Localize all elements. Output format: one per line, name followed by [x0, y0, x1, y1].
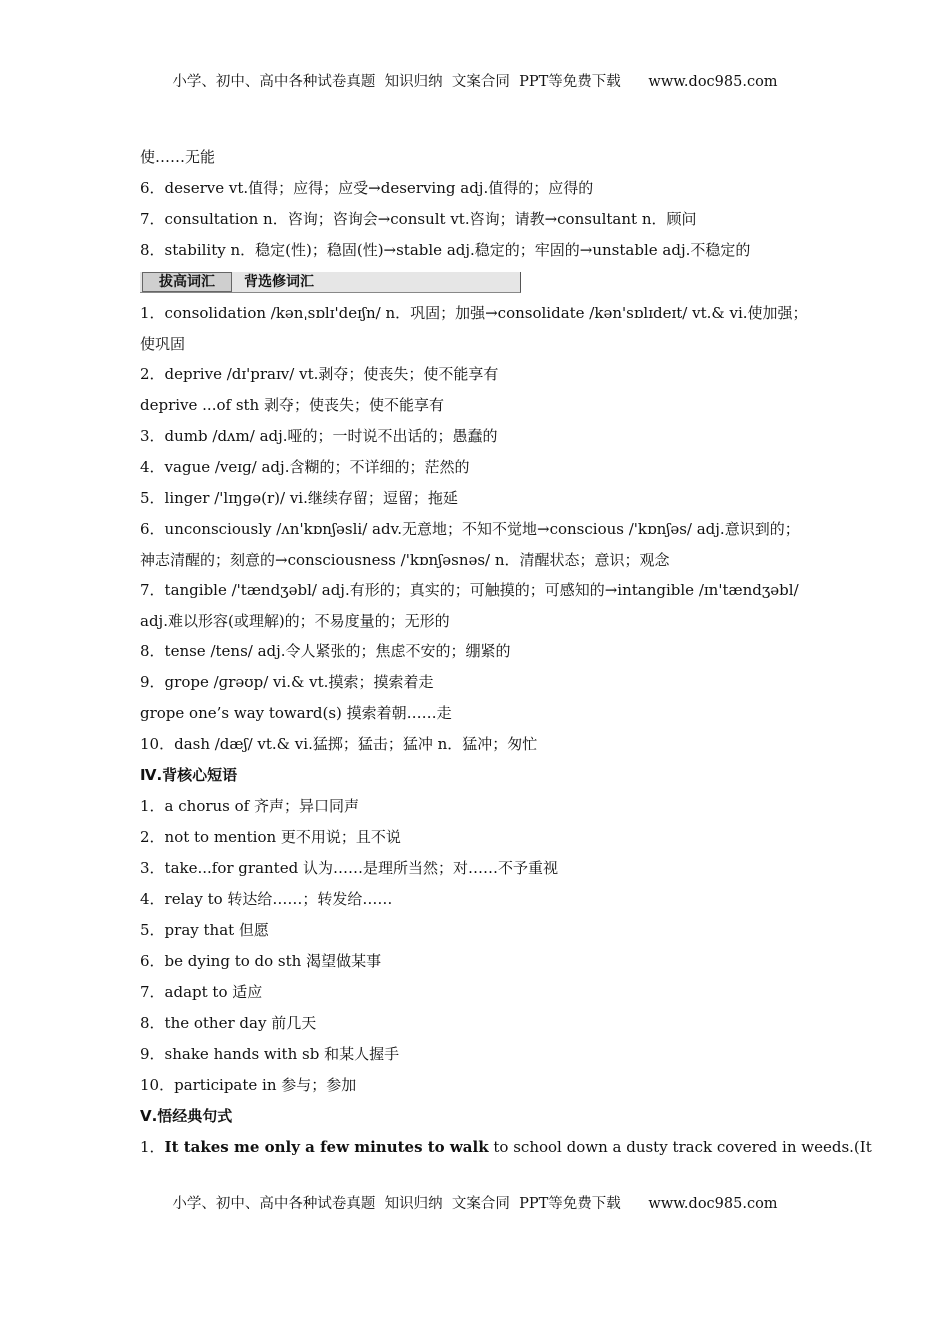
vocab-item: deprive ...of sth 剥夺；使丧失；使不能享有 [140, 396, 444, 414]
vocab-line: 使……无能 [140, 148, 216, 166]
advanced-vocab-subtitle: 背选修词汇 [244, 274, 314, 290]
basic-vocab-tail [140, 142, 812, 266]
phrase-item: 6．be dying to do sth 渴望做某事 [140, 952, 382, 970]
phrase-item: 3．take...for granted 认为……是理所当然；对……不予重视 [140, 859, 558, 877]
phrase-item: 8．the other day 前几天 [140, 1014, 317, 1032]
advanced-vocab-section-bar [140, 272, 521, 293]
phrase-list [140, 791, 812, 1101]
vocab-item: 9．grope /ɡrəʊp/ vi.& vt.摸索；摸索着走 [140, 673, 434, 691]
advanced-vocab-tag: 拔高词汇 [142, 272, 232, 292]
vocab-item: 2．deprive /dɪ'praɪv/ vt.剥夺；使丧失；使不能享有 [140, 365, 499, 383]
vocab-item: 4．vague /veɪɡ/ adj.含糊的；不详细的；茫然的 [140, 458, 470, 476]
section-title-phrases: Ⅳ.背核心短语 [140, 766, 238, 784]
vocab-item: grope one’s way toward(s) 摸索着朝……走 [140, 704, 452, 722]
phrase-item: 1．a chorus of 齐声；异口同声 [140, 797, 359, 815]
vocab-item: 5．linger /'lɪŋɡə(r)/ vi.继续存留；逗留；拖延 [140, 489, 458, 507]
advanced-vocab-list [140, 298, 812, 760]
sentence-rest: to school down a dusty track covered in weeds.(It [488, 1138, 872, 1156]
phrase-item: 10．participate in 参与；参加 [140, 1076, 357, 1094]
section-title-sentences: Ⅴ.悟经典句式 [140, 1107, 233, 1125]
page-header: 小学、初中、高中各种试卷真题 知识归纳 文案合同 PPT等免费下载 www.doc985.com [172, 74, 778, 90]
vocab-line: 8．stability n．稳定(性)；稳固(性)→stable adj.稳定的；牢固的→unstable adj.不稳定的 [140, 241, 751, 259]
vocab-item: 7．tangible /'tændʒəbl/ adj.有形的；真实的；可触摸的；可感知的→intangible /ɪn'tændʒəbl/ adj.难以形容(或理解)的；不易度量的；无形的 [140, 581, 799, 630]
vocab-line: 6．deserve vt.值得；应得；应受→deserving adj.值得的；应得的 [140, 179, 594, 197]
phrase-item: 9．shake hands with sb 和某人握手 [140, 1045, 400, 1063]
phrase-item: 4．relay to 转达给……；转发给…… [140, 890, 393, 908]
sentence-key-pattern: It takes me only a few minutes to walk [164, 1138, 489, 1156]
document-body [140, 142, 872, 1163]
vocab-line: 7．consultation n．咨询；咨询会→consult vt.咨询；请教→consultant n．顾问 [140, 210, 697, 228]
vocab-item: 1．consolidation /kənˌsɒlɪ'deɪʃn/ n．巩固；加强→consolidate /kən'sɒlɪdeɪt/ vt.& vi.使加强；使巩固 [140, 304, 808, 353]
sentence-item [140, 1132, 872, 1163]
vocab-item: 8．tense /tens/ adj.令人紧张的；焦虑不安的；绷紧的 [140, 642, 511, 660]
sentence-number: 1． [140, 1138, 165, 1156]
vocab-item: 6．unconsciously /ʌn'kɒnʃəsli/ adv.无意地；不知不觉地→conscious /'kɒnʃəs/ adj.意识到的；神志清醒的；刻意的→consciousness /'kɒnʃəsnəs/ n．清醒状态；意识；观念 [140, 520, 800, 569]
page-footer: 小学、初中、高中各种试卷真题 知识归纳 文案合同 PPT等免费下载 www.doc985.com [172, 1196, 778, 1212]
vocab-item: 10．dash /dæʃ/ vt.& vi.猛掷；猛击；猛冲 n．猛冲；匆忙 [140, 735, 538, 753]
vocab-item: 3．dumb /dʌm/ adj.哑的；一时说不出话的；愚蠢的 [140, 427, 498, 445]
phrase-item: 2．not to mention 更不用说；且不说 [140, 828, 401, 846]
phrase-item: 5．pray that 但愿 [140, 921, 269, 939]
phrase-item: 7．adapt to 适应 [140, 983, 263, 1001]
